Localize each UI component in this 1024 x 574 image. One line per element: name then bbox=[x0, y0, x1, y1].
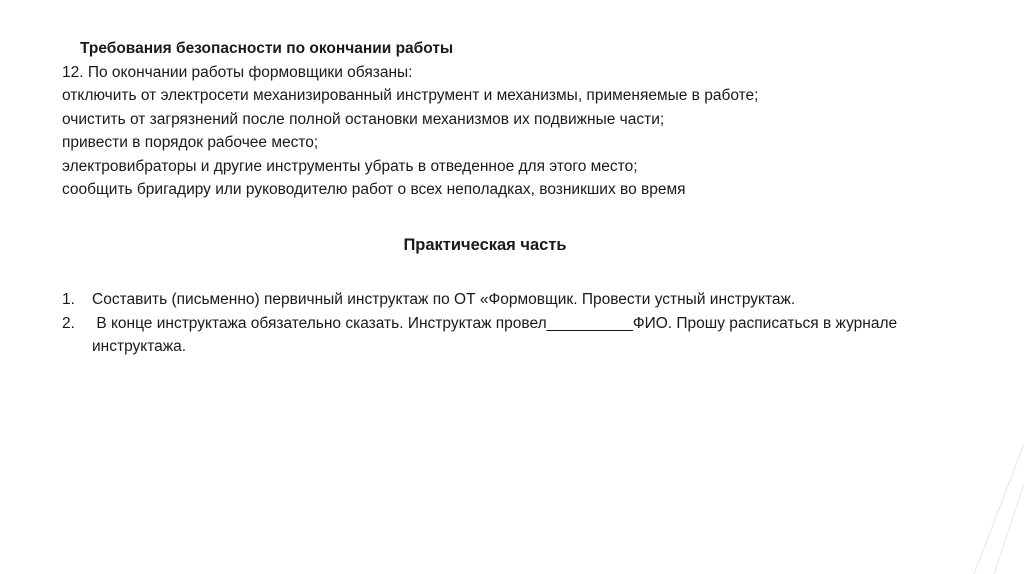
task-text: В конце инструктажа обязательно сказать. Инструктаж провел__________ФИО. Прошу расписаться в журнале инструктажа. bbox=[92, 314, 902, 355]
task-list bbox=[62, 288, 942, 359]
section-heading: Требования безопасности по окончании работы bbox=[80, 40, 454, 57]
task-number: 1. bbox=[62, 291, 75, 308]
section-line: электровибраторы и другие инструменты убрать в отведенное для этого место; bbox=[62, 157, 638, 175]
task-number: 2. bbox=[62, 314, 75, 332]
section-line: 12. По окончании работы формовщики обязаны: bbox=[62, 63, 413, 81]
section-line: отключить от электросети механизированный инструмент и механизмы, применяемые в работе; bbox=[62, 87, 759, 104]
section-line: привести в порядок рабочее место; bbox=[62, 134, 319, 151]
task-item bbox=[62, 312, 942, 359]
practical-title: Практическая часть bbox=[403, 236, 567, 254]
corner-decoration bbox=[964, 444, 1024, 574]
section-line: очистить от загрязнений после полной остановки механизмов их подвижные части; bbox=[62, 110, 665, 128]
safety-section bbox=[62, 37, 962, 202]
task-text: Составить (письменно) первичный инструктаж по ОТ «Формовщик. Провести устный инструктаж. bbox=[92, 291, 796, 308]
section-line: сообщить бригадиру или руководителю работ о всех неполадках, возникших во время bbox=[62, 181, 686, 198]
task-item bbox=[62, 288, 942, 312]
